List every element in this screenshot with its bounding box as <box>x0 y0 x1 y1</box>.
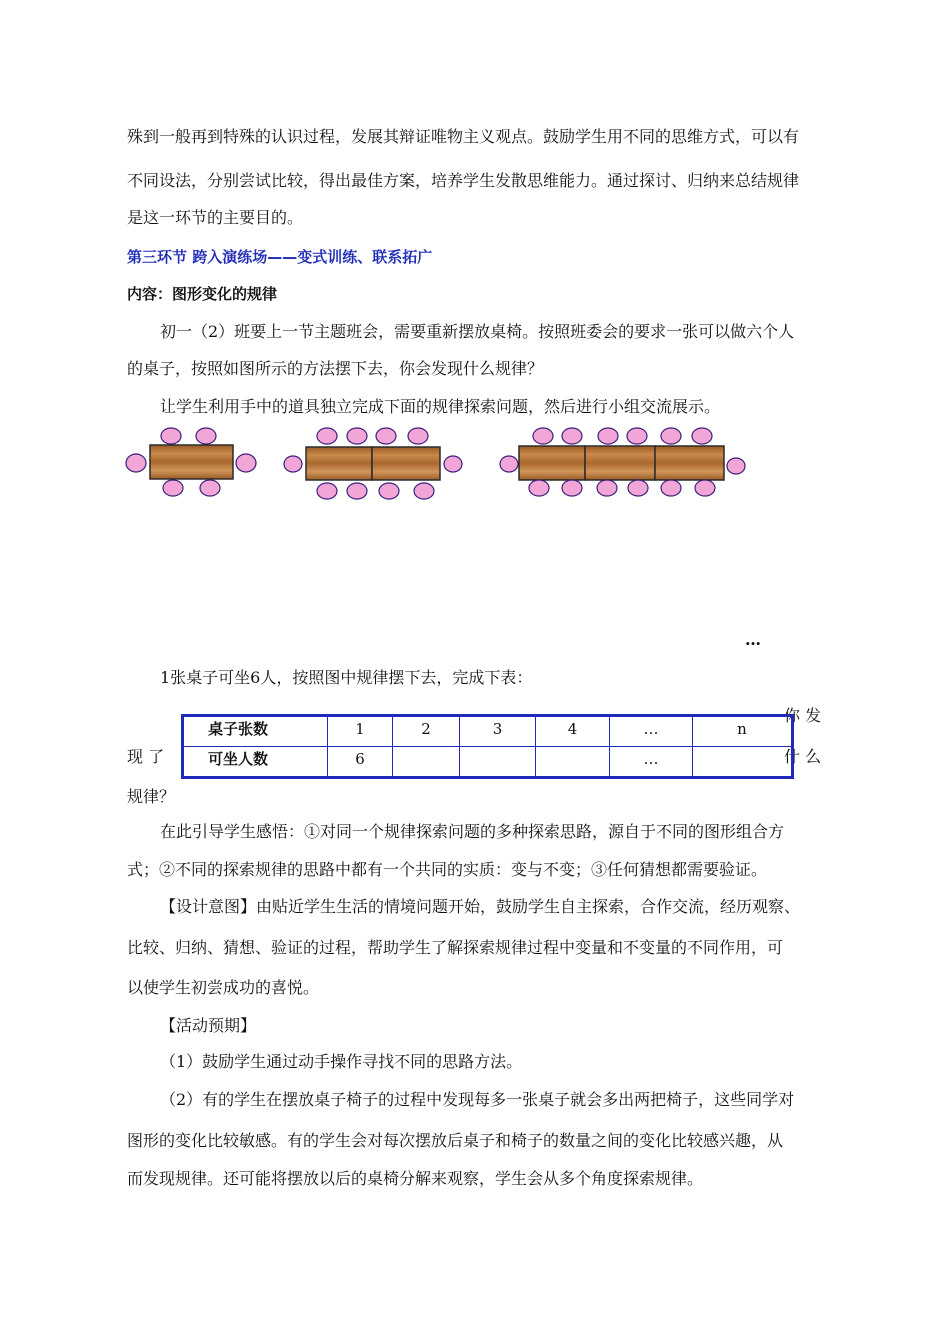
chair <box>692 428 712 444</box>
chair <box>627 428 647 444</box>
table-cell <box>693 747 793 778</box>
paragraph-line: 比较、归纳、猜想、验证的过程，帮助学生了解探索规律过程中变量和不变量的不同作用，可 <box>127 938 784 957</box>
chair <box>317 428 337 444</box>
chair <box>414 483 434 499</box>
side-text: 什 么 <box>784 747 822 766</box>
paragraph-line: 1张桌子可坐6人，按照图中规律摆下去，完成下表： <box>160 668 533 687</box>
table-cell <box>536 747 610 778</box>
arrangement-one-table <box>126 428 256 496</box>
paragraph-line: 式；②不同的探索规律的思路中都有一个共同的实质：变与不变；③任何猜想都需要验证。 <box>127 860 768 879</box>
paragraph-line: 在此引导学生感悟：①对同一个规律探索问题的多种探索思路，源自于不同的图形组合方 <box>160 822 785 841</box>
seat-count-table <box>181 714 794 779</box>
chair <box>236 454 256 472</box>
paragraph-line: 图形的变化比较敏感。有的学生会对每次摆放后桌子和椅子的数量之间的变化比较感兴趣，从 <box>127 1131 784 1150</box>
section-heading: 第三环节 跨入演练场——变式训练、联系拓广 <box>127 248 433 266</box>
chair <box>598 428 618 444</box>
chair <box>562 480 582 496</box>
chair <box>163 480 183 496</box>
table-cell: 可坐人数 <box>183 747 328 778</box>
paragraph-line: 以使学生初尝成功的喜悦。 <box>127 978 320 997</box>
chair <box>379 483 399 499</box>
paragraph-line: （1）鼓励学生通过动手操作寻找不同的思路方法。 <box>160 1052 523 1071</box>
table-cell: 3 <box>460 716 536 747</box>
content-heading: 内容：图形变化的规律 <box>127 285 278 303</box>
paragraph-line: 的桌子，按照如图所示的方法摆下去，你会发现什么规律？ <box>127 359 544 378</box>
paragraph-line: 【活动预期】 <box>160 1016 257 1035</box>
paragraph-line: 而发现规律。还可能将摆放以后的桌椅分解来观察，学生会从多个角度探索规律。 <box>127 1169 704 1188</box>
desk <box>306 447 372 480</box>
chair <box>533 428 553 444</box>
chair <box>126 454 146 472</box>
table-cell: 4 <box>536 716 610 747</box>
paragraph-line: （2）有的学生在摆放桌子椅子的过程中发现每多一张桌子就会多出两把椅子，这些同学对 <box>160 1090 795 1109</box>
table-cell: 桌子张数 <box>183 716 328 747</box>
chair <box>347 428 367 444</box>
paragraph-line: 是这一环节的主要目的。 <box>127 208 304 227</box>
table-cell: … <box>610 716 693 747</box>
chair <box>529 480 549 496</box>
chair <box>317 483 337 499</box>
chair <box>161 428 181 444</box>
chair <box>628 480 648 496</box>
chair <box>196 428 216 444</box>
table-cell: … <box>610 747 693 778</box>
desk <box>655 446 724 480</box>
chair <box>444 456 462 472</box>
chair <box>200 480 220 496</box>
chair <box>500 456 518 472</box>
paragraph-line: 让学生利用手中的道具独立完成下面的规律探索问题，然后进行小组交流展示。 <box>160 397 721 416</box>
desk <box>150 445 233 479</box>
desk <box>519 446 585 480</box>
paragraph-line: 【设计意图】由贴近学生生活的情境问题开始，鼓励学生自主探索，合作交流，经历观察、 <box>160 897 801 916</box>
chair <box>284 456 302 472</box>
table-cell <box>393 747 460 778</box>
chair <box>661 428 681 444</box>
chair <box>347 483 367 499</box>
paragraph-line: 初一（2）班要上一节主题班会，需要重新摆放桌椅。按照班委会的要求一张可以做六个人 <box>160 322 795 341</box>
table-row <box>183 747 793 778</box>
table-cell: 6 <box>328 747 393 778</box>
ellipsis-mark: … <box>745 630 761 649</box>
table-chair-figure <box>120 420 760 510</box>
table-cell: n <box>693 716 793 747</box>
table-row <box>183 716 793 747</box>
side-text: 现 了 <box>127 747 165 766</box>
chair <box>562 428 582 444</box>
chair <box>661 480 681 496</box>
side-text: 规律？ <box>127 787 176 806</box>
chair <box>408 428 428 444</box>
side-text: 你 发 <box>784 706 822 725</box>
chair <box>695 480 715 496</box>
paragraph-line: 不同设法，分别尝试比较，得出最佳方案，培养学生发散思维能力。通过探讨、归纳来总结规律 <box>127 171 800 190</box>
chair <box>376 428 396 444</box>
desk <box>585 446 655 480</box>
table-cell: 1 <box>328 716 393 747</box>
chair <box>727 458 745 474</box>
paragraph-line: 殊到一般再到特殊的认识过程，发展其辩证唯物主义观点。鼓励学生用不同的思维方式，可以有 <box>127 127 800 146</box>
arrangement-two-tables <box>284 428 462 499</box>
table-cell: 2 <box>393 716 460 747</box>
chair <box>597 480 617 496</box>
table-cell <box>460 747 536 778</box>
desk <box>372 447 440 480</box>
arrangement-three-tables <box>500 428 745 496</box>
